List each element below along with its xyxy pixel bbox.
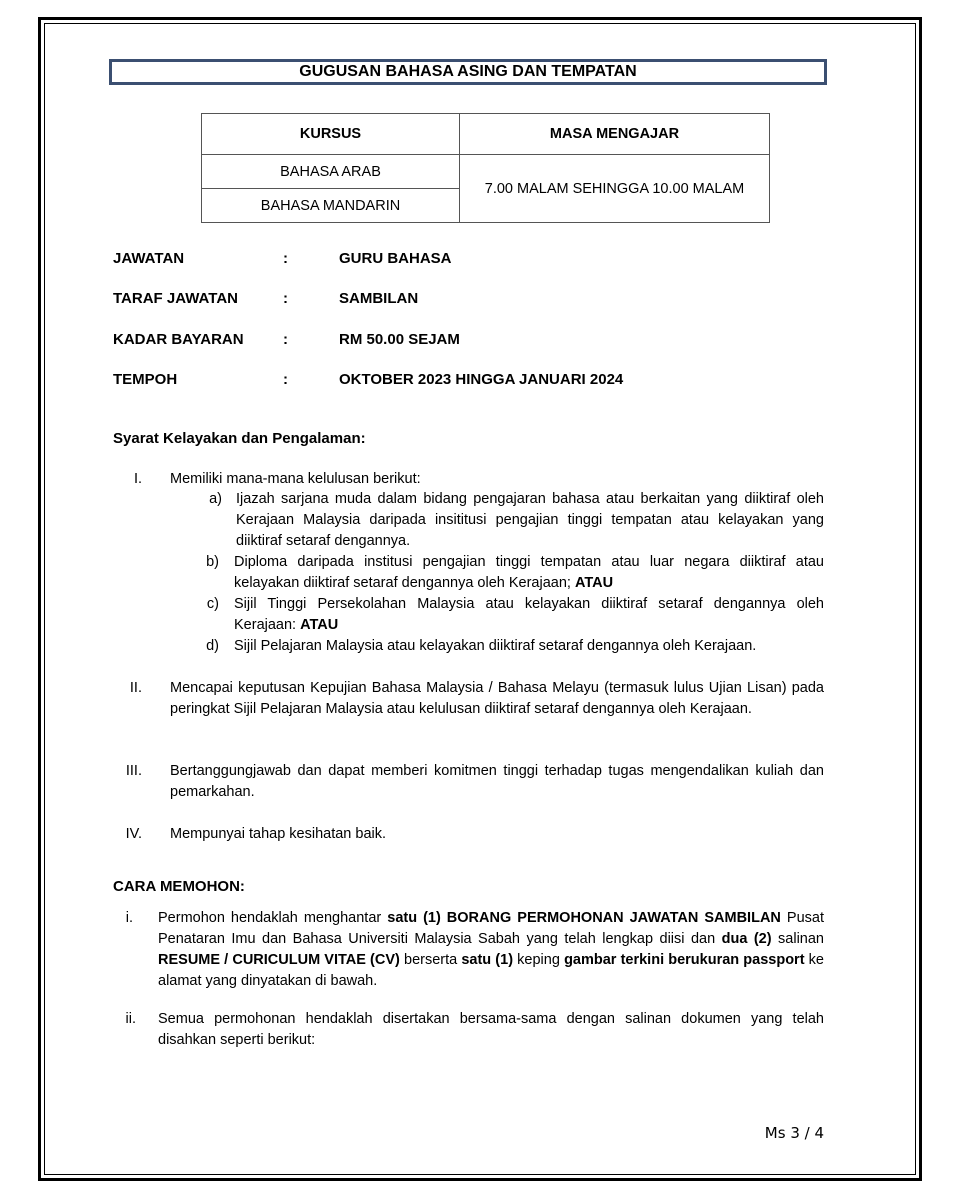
course-cell: BAHASA MANDARIN [202,189,460,223]
header-masa-mengajar: MASA MENGAJAR [460,114,770,155]
list-item-text: Semua permohonan hendaklah disertakan bersama-sama dengan salinan dokumen yang telah disahkan seperti berikut: [158,1011,824,1048]
info-value: RM 50.00 SEJAM [339,331,460,348]
sub-item-emphasis: ATAU [300,617,339,633]
section-title: GUGUSAN BAHASA ASING DAN TEMPATAN [109,59,827,85]
info-separator: : [283,250,288,267]
info-label: KADAR BAYARAN [113,331,244,348]
info-separator: : [283,331,288,348]
text-run: berserta [399,952,462,968]
table-header-row [202,114,770,155]
info-label: TARAF JAWATAN [113,290,238,307]
text-run: keping [513,952,565,968]
sub-item-text [236,489,824,552]
syarat-heading: Syarat Kelayakan dan Pengalaman: [113,430,366,447]
sub-item-text [234,552,824,594]
page-number: Ms 3 / 4 [764,1124,824,1142]
sub-letter: b) [206,554,219,570]
sub-item-body: Sijil Tinggi Persekolahan Malaysia atau kelayakan diiktiraf setaraf dengannya oleh Kerajaan: [234,596,824,633]
info-value: SAMBILAN [339,290,419,307]
list-number: ii. [125,1011,136,1027]
info-separator: : [283,371,288,388]
sub-letter: a) [209,491,222,507]
list-number: I. [133,471,142,487]
list-item-text: Mempunyai tahap kesihatan baik. [170,826,387,842]
info-value: GURU BAHASA [339,250,452,267]
info-separator: : [283,290,288,307]
info-label: TEMPOH [113,371,178,388]
list-item-text [158,908,824,992]
sub-item-body: Sijil Pelajaran Malaysia atau kelayakan diiktiraf setaraf dengannya oleh Kerajaan. [234,638,757,654]
sub-item-emphasis: ATAU [574,575,614,591]
list-number: IV. [125,826,142,842]
text-emphasis: satu (1) [461,952,514,968]
text-emphasis: RESUME / CURICULUM VITAE (CV) [158,952,400,968]
text-emphasis: gambar terkini berukuran passport [564,952,805,968]
info-label: JAWATAN [113,250,185,267]
text-emphasis: dua (2) [721,931,772,947]
text-run: ke alamat yang dinyatakan di bawah. [158,952,824,989]
header-kursus: KURSUS [202,114,460,155]
list-number: II. [129,680,142,696]
sub-item-text [234,636,824,657]
list-item-text: Bertanggungjawab dan dapat memberi komitmen tinggi terhadap tugas mengendalikan kuliah dan pemarkahan. [170,763,824,800]
list-number: III. [125,763,142,779]
course-cell: BAHASA ARAB [202,155,460,189]
text-run: Permohon hendaklah menghantar [158,910,388,926]
cara-heading: CARA MEMOHON: [113,878,245,895]
sub-item-text [234,594,824,636]
time-cell: 7.00 MALAM SEHINGGA 10.00 MALAM [460,155,770,223]
sub-letter: d) [206,638,219,654]
info-value: OKTOBER 2023 HINGGA JANUARI 2024 [339,371,624,388]
text-emphasis: satu (1) BORANG PERMOHONAN JAWATAN SAMBILAN [387,910,781,926]
sub-item-body: Ijazah sarjana muda dalam bidang pengajaran bahasa atau berkaitan yang diiktiraf oleh Kerajaan Malaysia daripada insititusi pengajian tinggi tempatan atau kelayakan yang diiktiraf setaraf dengannya. [236,491,824,549]
list-number: i. [125,910,133,926]
sub-item-body: Diploma daripada institusi pengajian tinggi tempatan atau luar negara diiktiraf atau kelayakan diiktiraf setaraf dengannya oleh Kerajaan; [234,554,824,591]
text-run: Pusat Penataran Imu dan Bahasa Universiti Malaysia Sabah yang telah lengkap diisi dan [158,910,824,947]
course-table [201,113,770,223]
table-row [202,155,770,189]
list-item-text: Memiliki mana-mana kelulusan berikut: [170,471,421,487]
list-item-text: Mencapai keputusan Kepujian Bahasa Malaysia / Bahasa Melayu (termasuk lulus Ujian Lisan) pada peringkat Sijil Pelajaran Malaysia atau kelulusan diiktiraf setaraf dengannya oleh Kerajaan. [170,680,824,717]
text-run: salinan [771,931,824,947]
sub-letter: c) [206,596,219,612]
